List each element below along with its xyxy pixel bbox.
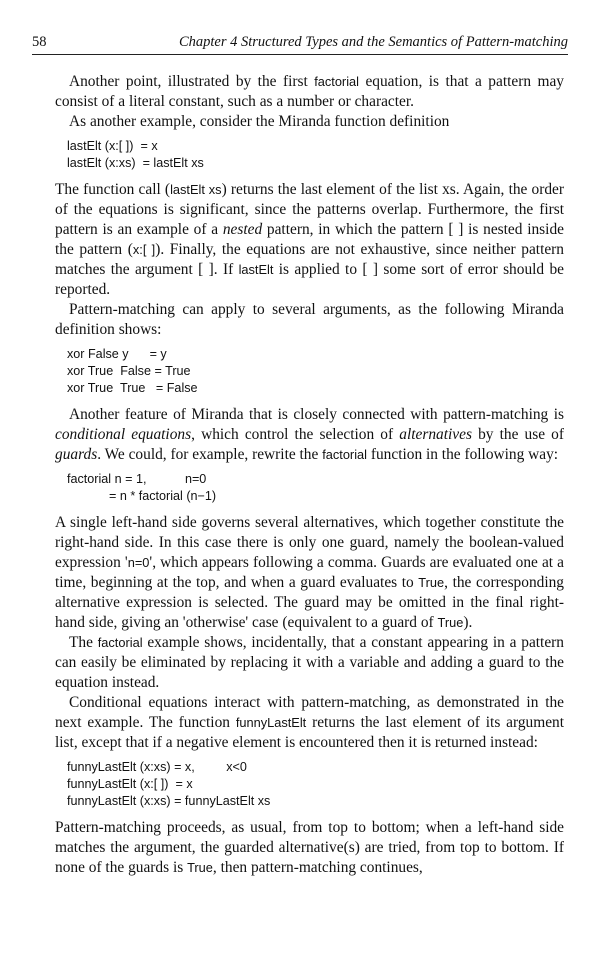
inline-code: factorial [314, 74, 359, 89]
inline-code: x:[ ] [132, 242, 156, 257]
emphasis-text: guards [55, 446, 98, 463]
text-run: pattern, in which the pattern [ ] is nested inside the pattern ( [55, 221, 564, 258]
running-title: Chapter 4 Structured Types and the Semantics of Pattern-matching [178, 34, 568, 50]
text-run: Pattern-matching proceeds, as usual, from top to bottom; when a left-hand side matches the argument, the guarded alternative(s) are tried, from top to bottom. If none of the guards is [55, 819, 564, 876]
inline-code: n=0 [127, 555, 150, 570]
code-block-xor [55, 346, 564, 397]
code-line: = n * factorial (n−1) [67, 489, 217, 503]
text-run: , which control the selection of [191, 426, 400, 443]
page-number: 58 [32, 34, 47, 50]
text-run: , then pattern-matching continues, [212, 859, 423, 876]
inline-code: lastElt xs [170, 182, 222, 197]
code-line: lastElt (x:xs) = lastElt xs [67, 156, 204, 170]
paragraph [55, 180, 564, 300]
text-run: ). [463, 614, 473, 631]
text-run: Another point, illustrated by the first [69, 73, 315, 90]
text-run: Pattern-matching can apply to several arguments, as the following Miranda definition shows: [55, 301, 564, 338]
paragraph [55, 300, 564, 340]
paragraph [55, 112, 564, 132]
text-run: . We could, for example, rewrite the [97, 446, 323, 463]
running-header [32, 32, 568, 55]
text-run: by the use of [471, 426, 564, 443]
code-block-lastelt [55, 138, 564, 172]
code-line: funnyLastElt (x:xs) = x, x<0 [67, 760, 247, 774]
text-run: equation, is that a pattern may consist of a literal constant, such as a number or character. [55, 73, 564, 110]
emphasis-text: nested [222, 221, 263, 238]
paragraph [55, 818, 564, 878]
text-run: The function call ( [55, 181, 171, 198]
text-run: returns the last element of its argument list, except that if a negative element is encountered then it is returned instead: [55, 714, 565, 751]
text-run: The [69, 634, 98, 651]
text-run: , the corresponding alternative expression is selected. The guard may be omitted in the final right-hand side, giving an 'otherwise' case (equivalent to a guard of [55, 574, 565, 631]
paragraph [55, 633, 564, 693]
text-run: ', which appears following a comma. Guards are evaluated one at a time, beginning at the top, and when a guard evaluates to [55, 554, 564, 591]
inline-code: True [187, 860, 213, 875]
code-line: factorial n = 1, n=0 [67, 472, 207, 486]
code-line: xor False y = y [67, 347, 167, 361]
inline-code: lastElt [238, 262, 274, 277]
page-body [55, 72, 564, 878]
text-run: Conditional equations interact with pattern-matching, as demonstrated in the next example. The function [55, 694, 564, 731]
text-run: ). Finally, the equations are not exhaustive, since neither pattern matches the argument [ ]. If [55, 241, 565, 278]
text-run: function in the following way: [367, 446, 559, 463]
text-run: As another example, consider the Miranda function definition [69, 113, 450, 130]
inline-code: factorial [97, 635, 143, 650]
inline-code: factorial [322, 447, 367, 462]
code-line: funnyLastElt (x:[ ]) = x [67, 777, 193, 791]
code-block-factorial [55, 471, 564, 505]
text-run: Another feature of Miranda that is closely connected with pattern-matching is [69, 406, 564, 423]
emphasis-text: alternatives [399, 426, 472, 443]
code-line: xor True False = True [67, 364, 191, 378]
paragraph [55, 72, 564, 112]
code-block-funnylastelt [55, 759, 564, 810]
text-run: example shows, incidentally, that a constant appearing in a pattern can easily be eliminated by replacing it with a variable and adding a guard to the equation instead. [55, 634, 564, 691]
text-run: is applied to [ ] some sort of error should be reported. [55, 261, 564, 298]
paragraph [55, 693, 564, 753]
text-run: ) returns the last element of the list xs. Again, the order of the equations is significant, since the patterns overlap. Furthermore, the first pattern is an example of a [55, 181, 565, 238]
text-run: A single left-hand side governs several alternatives, which together constitute the right-hand side. In this case there is only one guard, namely the boolean-valued expression ' [55, 514, 564, 571]
paragraph [55, 405, 564, 465]
emphasis-text: conditional equations [55, 426, 192, 443]
code-line: lastElt (x:[ ]) = x [67, 139, 158, 153]
code-line: funnyLastElt (x:xs) = funnyLastElt xs [67, 794, 271, 808]
inline-code: funnyLastElt [235, 715, 307, 730]
code-line: xor True True = False [67, 381, 198, 395]
paragraph [55, 513, 564, 633]
inline-code: True [437, 615, 464, 630]
inline-code: True [418, 575, 445, 590]
